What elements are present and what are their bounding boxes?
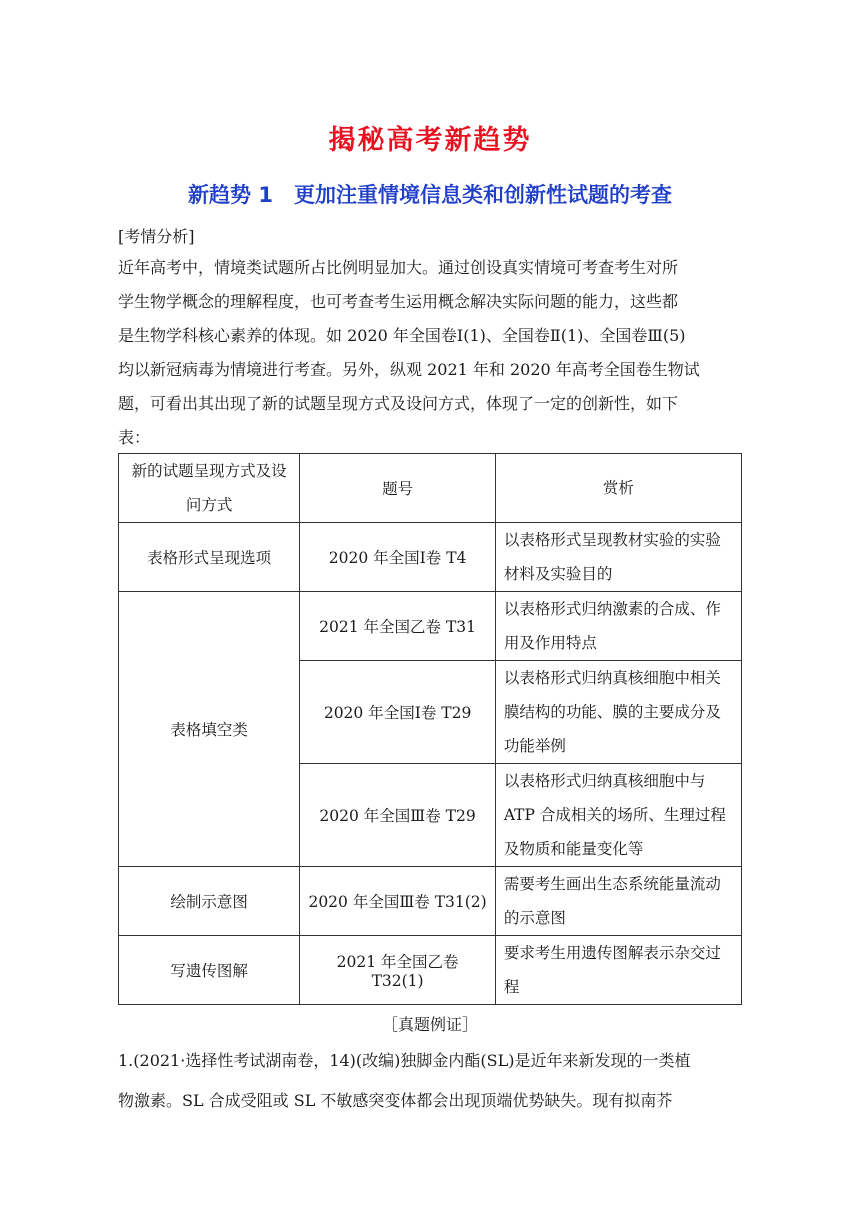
table-cell: 要求考生用遗传图解表示杂交过程 xyxy=(495,936,741,1005)
table-row xyxy=(119,936,742,1005)
question-paragraph xyxy=(118,1041,743,1121)
table-row xyxy=(119,592,742,661)
table-row xyxy=(119,523,742,592)
table-cell: 以表格形式归纳真核细胞中与 ATP 合成相关的场所、生理过程及物质和能量变化等 xyxy=(495,764,741,867)
section-subtitle: 新趋势 1 更加注重情境信息类和创新性试题的考查 xyxy=(188,183,672,207)
question-line: 物激素。SL 合成受阻或 SL 不敏感突变体都会出现顶端优势缺失。现有拟南芥 xyxy=(118,1091,673,1110)
table-row xyxy=(119,867,742,936)
table-cell: 2020 年全国Ⅰ卷 T4 xyxy=(300,523,495,592)
table-cell: 2020 年全国Ⅲ卷 T31(2) xyxy=(300,867,495,936)
paragraph-line: 表： xyxy=(118,428,151,447)
table-cell: 需要考生画出生态系统能量流动的示意图 xyxy=(495,867,741,936)
table-cell: 2021 年全国乙卷 T32(1) xyxy=(300,936,495,1005)
paragraph-line: 题，可看出其出现了新的试题呈现方式及设问方式，体现了一定的创新性，如下 xyxy=(118,394,679,413)
paragraph-line: 学生物学概念的理解程度，也可考查考生运用概念解决实际问题的能力，这些都 xyxy=(118,292,679,311)
table-cell: 2020 年全国Ⅰ卷 T29 xyxy=(300,661,495,764)
paragraph-line: 是生物学科核心素养的体现。如 2020 年全国卷Ⅰ(1)、全国卷Ⅱ(1)、全国卷Ⅲ(5) xyxy=(118,326,686,345)
question-format-table xyxy=(118,453,742,1005)
table-cell: 2021 年全国乙卷 T31 xyxy=(300,592,495,661)
paragraph-line: 近年高考中，情境类试题所占比例明显加大。通过创设真实情境可考查考生对所 xyxy=(118,258,679,277)
question-line: 1.(2021·选择性考试湖南卷，14)(改编)独脚金内酯(SL)是近年来新发现的一类植 xyxy=(118,1051,691,1070)
table-header-cell: 题号 xyxy=(300,454,495,523)
table-cell: 表格形式呈现选项 xyxy=(119,523,300,592)
table-cell: 2020 年全国Ⅲ卷 T29 xyxy=(300,764,495,867)
page-title: 揭秘高考新趋势 xyxy=(328,125,532,156)
table-cell: 写遗传图解 xyxy=(119,936,300,1005)
table-cell: 以表格形式归纳激素的合成、作用及作用特点 xyxy=(495,592,741,661)
table-header-row xyxy=(119,454,742,523)
analysis-label: [考情分析] xyxy=(118,227,195,246)
table-header-cell: 赏析 xyxy=(495,454,741,523)
table-header-cell: 新的试题呈现方式及设问方式 xyxy=(119,454,300,523)
table-cell: 以表格形式归纳真核细胞中相关膜结构的功能、膜的主要成分及功能举例 xyxy=(495,661,741,764)
table-cell: 绘制示意图 xyxy=(119,867,300,936)
table-cell: 表格填空类 xyxy=(119,592,300,867)
example-label: ［真题例证］ xyxy=(381,1015,478,1034)
intro-paragraph xyxy=(118,251,743,455)
paragraph-line: 均以新冠病毒为情境进行考查。另外，纵观 2021 年和 2020 年高考全国卷生物试 xyxy=(118,360,700,379)
table-cell: 以表格形式呈现教材实验的实验材料及实验目的 xyxy=(495,523,741,592)
